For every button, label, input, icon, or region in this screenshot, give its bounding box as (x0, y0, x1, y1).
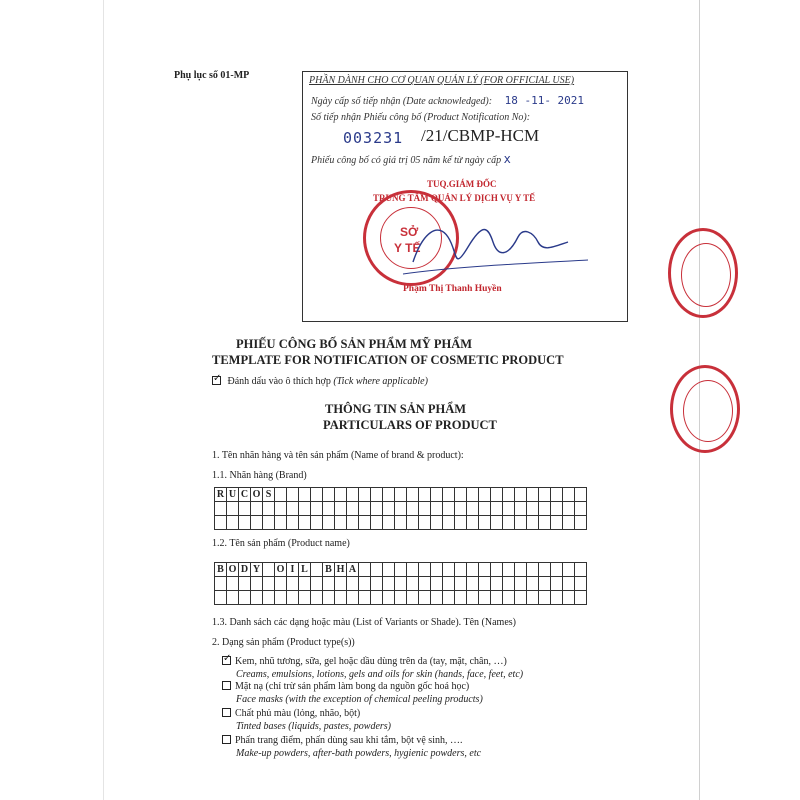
brand-cell[interactable] (527, 488, 539, 502)
product-name-cell[interactable] (359, 591, 371, 605)
product-name-cell[interactable] (539, 563, 551, 577)
product-name-cell[interactable] (515, 591, 527, 605)
particulars-title-vn: THÔNG TIN SẢN PHẨM (325, 402, 467, 416)
brand-cell[interactable] (275, 488, 287, 502)
product-type-option[interactable] (222, 708, 360, 719)
product-name-cell[interactable] (431, 577, 443, 591)
product-name-cell[interactable] (455, 577, 467, 591)
product-type-checkbox[interactable] (222, 708, 231, 717)
product-name-cell[interactable] (539, 591, 551, 605)
brand-cell[interactable] (491, 516, 503, 530)
product-name-cell[interactable] (419, 591, 431, 605)
product-name-cell[interactable] (263, 577, 275, 591)
signer-role: TUQ.GIÁM ĐỐC (427, 179, 497, 189)
product-name-cell[interactable] (503, 563, 515, 577)
brand-cell[interactable] (443, 488, 455, 502)
product-name-cell[interactable]: B (323, 563, 335, 577)
brand-cell[interactable] (431, 488, 443, 502)
product-name-cell[interactable] (443, 591, 455, 605)
brand-cell[interactable] (383, 516, 395, 530)
brand-cell[interactable] (395, 488, 407, 502)
brand-cell[interactable] (323, 502, 335, 516)
appendix-label: Phụ lục số 01-MP (174, 70, 250, 81)
brand-cell[interactable] (287, 516, 299, 530)
product-name-cell[interactable] (467, 563, 479, 577)
product-name-cell[interactable] (491, 577, 503, 591)
brand-cell[interactable] (215, 516, 227, 530)
brand-cell[interactable] (383, 488, 395, 502)
tick-instruction-vn: Đánh dấu vào ô thích hợp (227, 376, 331, 387)
brand-cell[interactable] (431, 502, 443, 516)
product-name-cell[interactable] (227, 577, 239, 591)
brand-cell[interactable]: S (263, 488, 275, 502)
product-name-cell[interactable] (575, 591, 587, 605)
product-name-cell[interactable] (299, 577, 311, 591)
brand-cell[interactable] (563, 502, 575, 516)
brand-cell[interactable] (227, 516, 239, 530)
brand-cell[interactable] (539, 516, 551, 530)
product-name-cell[interactable] (287, 577, 299, 591)
product-name-cell[interactable] (263, 591, 275, 605)
brand-cell[interactable] (419, 516, 431, 530)
product-name-cell[interactable] (551, 563, 563, 577)
brand-cell[interactable] (323, 488, 335, 502)
product-name-cell[interactable] (299, 591, 311, 605)
brand-cell[interactable] (239, 516, 251, 530)
tick-instruction (212, 376, 428, 387)
product-name-cell[interactable] (335, 577, 347, 591)
brand-cell[interactable] (503, 488, 515, 502)
product-name-cell[interactable] (563, 563, 575, 577)
brand-cell[interactable] (311, 502, 323, 516)
brand-cell[interactable] (371, 516, 383, 530)
product-name-cell[interactable] (443, 577, 455, 591)
brand-cell[interactable] (395, 502, 407, 516)
brand-cell[interactable] (407, 488, 419, 502)
product-name-cell[interactable] (503, 577, 515, 591)
product-name-cell[interactable]: H (335, 563, 347, 577)
brand-cell[interactable] (491, 488, 503, 502)
product-type-label-vn: Mặt nạ (chỉ trừ sản phẩm làm bong da nguồn gốc hoá học) (235, 681, 470, 692)
signer-name: Phạm Thị Thanh Huyền (403, 284, 502, 294)
product-name-cell[interactable] (395, 563, 407, 577)
brand-cell[interactable] (467, 488, 479, 502)
product-name-cell[interactable] (311, 591, 323, 605)
product-type-label-en: Tinted bases (liquids, pastes, powders) (236, 721, 392, 732)
product-name-cell[interactable] (395, 577, 407, 591)
brand-cell[interactable] (383, 502, 395, 516)
brand-cell[interactable] (287, 488, 299, 502)
brand-cell[interactable] (575, 502, 587, 516)
brand-cell[interactable] (551, 502, 563, 516)
product-name-cell[interactable] (335, 591, 347, 605)
brand-cell[interactable] (347, 502, 359, 516)
brand-cell[interactable] (443, 516, 455, 530)
brand-grid[interactable] (214, 487, 587, 530)
brand-cell[interactable] (311, 516, 323, 530)
product-name-cell[interactable] (371, 577, 383, 591)
brand-cell[interactable] (227, 502, 239, 516)
product-name-cell[interactable] (431, 563, 443, 577)
brand-cell[interactable] (335, 488, 347, 502)
product-name-cell[interactable] (527, 563, 539, 577)
product-name-cell[interactable]: D (239, 563, 251, 577)
brand-cell[interactable] (311, 488, 323, 502)
brand-cell[interactable] (395, 516, 407, 530)
product-name-cell[interactable] (359, 577, 371, 591)
brand-cell[interactable] (275, 502, 287, 516)
particulars-title-en: PARTICULARS OF PRODUCT (323, 418, 497, 432)
brand-cell[interactable] (455, 516, 467, 530)
brand-cell[interactable] (263, 502, 275, 516)
product-name-cell[interactable] (479, 563, 491, 577)
brand-cell[interactable] (347, 516, 359, 530)
date-acknowledged-label: Ngày cấp số tiếp nhận (Date acknowledged): (311, 96, 493, 107)
official-use-box (302, 71, 628, 322)
brand-cell[interactable] (407, 502, 419, 516)
product-type-checkbox[interactable] (222, 681, 231, 690)
notification-number-label: Số tiếp nhận Phiếu công bố (Product Notification No): (311, 112, 531, 123)
product-name-cell[interactable] (467, 591, 479, 605)
brand-cell[interactable] (491, 502, 503, 516)
product-name-cell[interactable]: L (299, 563, 311, 577)
product-name-cell[interactable] (371, 563, 383, 577)
product-name-cell[interactable] (407, 563, 419, 577)
brand-cell[interactable] (299, 488, 311, 502)
brand-cell[interactable] (455, 502, 467, 516)
brand-cell[interactable] (479, 502, 491, 516)
product-name-cell[interactable] (215, 577, 227, 591)
product-name-cell[interactable] (287, 591, 299, 605)
brand-cell[interactable] (335, 502, 347, 516)
product-type-label-vn: Chất phủ màu (lỏng, nhão, bột) (235, 708, 361, 719)
date-acknowledged-value: 18 -11- 2021 (504, 94, 585, 107)
brand-cell[interactable] (299, 502, 311, 516)
tick-instruction-en: (Tick where applicable) (333, 376, 428, 387)
product-name-cell[interactable] (239, 577, 251, 591)
product-name-cell[interactable] (515, 563, 527, 577)
product-name-cell[interactable] (395, 591, 407, 605)
brand-cell[interactable] (467, 516, 479, 530)
notification-number-value: 003231 (343, 129, 404, 147)
product-name-cell[interactable] (371, 591, 383, 605)
brand-cell[interactable] (563, 516, 575, 530)
product-name-cell[interactable] (551, 577, 563, 591)
product-name-cell[interactable] (467, 577, 479, 591)
brand-cell[interactable]: R (215, 488, 227, 502)
brand-cell[interactable] (467, 502, 479, 516)
brand-cell[interactable] (335, 516, 347, 530)
brand-cell[interactable] (323, 516, 335, 530)
signer-organization: TRUNG TÂM QUẢN LÝ DỊCH VỤ Y TẾ (373, 193, 536, 203)
product-name-cell[interactable] (455, 563, 467, 577)
product-name-cell[interactable] (527, 591, 539, 605)
validity-line (311, 152, 511, 166)
product-type-label-en: Face masks (with the exception of chemical peeling products) (236, 694, 483, 705)
product-name-cell[interactable] (239, 591, 251, 605)
product-name-cell[interactable] (275, 577, 287, 591)
product-name-cell[interactable] (479, 577, 491, 591)
brand-cell[interactable] (359, 516, 371, 530)
product-name-cell[interactable]: A (347, 563, 359, 577)
product-type-checkbox[interactable] (222, 735, 231, 744)
brand-cell[interactable] (539, 502, 551, 516)
validity-mark: x (503, 152, 511, 166)
tick-example-checkbox (212, 376, 221, 385)
product-name-cell[interactable]: O (275, 563, 287, 577)
product-name-cell[interactable] (515, 577, 527, 591)
product-name-cell[interactable] (383, 577, 395, 591)
notification-number-suffix: /21/CBMP-HCM (421, 126, 540, 145)
product-name-cell[interactable]: B (215, 563, 227, 577)
product-name-cell[interactable] (563, 591, 575, 605)
product-type-option[interactable] (222, 735, 462, 746)
official-use-title: PHẦN DÀNH CHO CƠ QUAN QUẢN LÝ (FOR OFFICIAL USE) (309, 75, 575, 86)
product-name-cell[interactable] (215, 591, 227, 605)
brand-cell[interactable] (515, 488, 527, 502)
edge-stamp-top (668, 228, 738, 318)
brand-cell[interactable] (275, 516, 287, 530)
product-name-cell[interactable] (347, 591, 359, 605)
brand-cell[interactable] (419, 488, 431, 502)
brand-cell[interactable] (419, 502, 431, 516)
brand-cell[interactable] (347, 488, 359, 502)
product-type-option[interactable] (222, 681, 469, 692)
brand-cell[interactable]: U (227, 488, 239, 502)
product-name-cell[interactable] (323, 577, 335, 591)
product-name-cell[interactable] (275, 591, 287, 605)
stamp-center-text-2: Y TẾ (394, 241, 421, 255)
template-title-vn: PHIẾU CÔNG BỐ SẢN PHẨM MỸ PHẨM (236, 337, 473, 351)
brand-cell[interactable] (239, 502, 251, 516)
product-name-cell[interactable] (227, 591, 239, 605)
brand-cell[interactable] (371, 488, 383, 502)
product-name-cell[interactable] (323, 591, 335, 605)
brand-cell[interactable] (551, 488, 563, 502)
product-name-cell[interactable] (527, 577, 539, 591)
brand-cell[interactable] (575, 516, 587, 530)
product-name-cell[interactable] (311, 563, 323, 577)
brand-cell[interactable]: O (251, 488, 263, 502)
product-name-cell[interactable] (491, 591, 503, 605)
brand-cell[interactable] (359, 502, 371, 516)
product-name-cell[interactable] (383, 563, 395, 577)
product-name-cell[interactable] (539, 577, 551, 591)
product-name-cell[interactable] (407, 577, 419, 591)
product-name-cell[interactable] (419, 577, 431, 591)
product-name-cell[interactable] (311, 577, 323, 591)
product-name-cell[interactable] (491, 563, 503, 577)
brand-cell[interactable] (527, 502, 539, 516)
product-name-cell[interactable] (419, 563, 431, 577)
brand-cell[interactable] (251, 502, 263, 516)
product-name-cell[interactable] (575, 577, 587, 591)
brand-cell[interactable] (251, 516, 263, 530)
edge-stamp-bottom-inner (683, 380, 733, 442)
question-2: 2. Dạng sản phẩm (Product type(s)) (212, 637, 355, 648)
brand-cell[interactable] (263, 516, 275, 530)
brand-cell[interactable] (455, 488, 467, 502)
brand-cell[interactable] (407, 516, 419, 530)
product-name-cell[interactable]: I (287, 563, 299, 577)
product-name-cell[interactable] (383, 591, 395, 605)
product-type-label-en: Make-up powders, after-bath powders, hygienic powders, etc (236, 748, 482, 759)
brand-cell[interactable] (443, 502, 455, 516)
product-name-cell[interactable] (503, 591, 515, 605)
product-name-grid[interactable] (214, 562, 587, 605)
stamp-center-text-1: SỞ (400, 225, 419, 239)
question-1-3: 1.3. Danh sách các dạng hoặc màu (List of Variants or Shade). Tên (Names) (212, 617, 516, 628)
product-name-cell[interactable] (563, 577, 575, 591)
product-name-cell[interactable] (263, 563, 275, 577)
question-1-2: 1.2. Tên sản phẩm (Product name) (212, 538, 350, 549)
product-type-label-vn: Phấn trang điểm, phấn dùng sau khi tắm, bột vệ sinh, …. (235, 735, 463, 746)
product-type-checkbox[interactable] (222, 656, 231, 665)
question-1-1: 1.1. Nhãn hàng (Brand) (212, 470, 307, 481)
product-name-cell[interactable] (407, 591, 419, 605)
product-name-cell[interactable] (575, 563, 587, 577)
edge-stamp-top-inner (681, 243, 731, 307)
product-type-label-en: Creams, emulsions, lotions, gels and oils for skin (hands, face, feet, etc) (236, 669, 524, 680)
brand-cell[interactable] (287, 502, 299, 516)
date-acknowledged-line (311, 94, 584, 107)
product-name-cell[interactable] (431, 591, 443, 605)
product-type-label-vn: Kem, nhũ tương, sữa, gel hoặc dầu dùng trên da (tay, mặt, chân, …) (235, 656, 507, 667)
product-name-cell[interactable] (551, 591, 563, 605)
brand-cell[interactable] (299, 516, 311, 530)
template-title-en: TEMPLATE FOR NOTIFICATION OF COSMETIC PRODUCT (212, 353, 564, 367)
edge-stamp-bottom (670, 365, 740, 453)
validity-label: Phiếu công bố có giá trị 05 năm kể từ ngày cấp (311, 155, 502, 166)
brand-cell[interactable] (431, 516, 443, 530)
product-name-cell[interactable] (359, 563, 371, 577)
brand-cell[interactable] (563, 488, 575, 502)
product-name-cell[interactable] (455, 591, 467, 605)
product-name-cell[interactable] (251, 591, 263, 605)
brand-cell[interactable] (479, 488, 491, 502)
brand-cell[interactable] (551, 516, 563, 530)
brand-cell[interactable] (359, 488, 371, 502)
product-name-cell[interactable]: O (227, 563, 239, 577)
brand-cell[interactable]: C (239, 488, 251, 502)
product-name-cell[interactable] (479, 591, 491, 605)
brand-cell[interactable] (503, 502, 515, 516)
product-name-cell[interactable]: Y (251, 563, 263, 577)
brand-cell[interactable] (371, 502, 383, 516)
product-name-cell[interactable] (347, 577, 359, 591)
product-type-option[interactable] (222, 656, 507, 667)
brand-cell[interactable] (575, 488, 587, 502)
brand-cell[interactable] (515, 516, 527, 530)
brand-cell[interactable] (527, 516, 539, 530)
brand-cell[interactable] (479, 516, 491, 530)
product-name-cell[interactable] (443, 563, 455, 577)
handwritten-signature (393, 202, 593, 282)
question-1: 1. Tên nhãn hàng và tên sản phẩm (Name of brand & product): (212, 450, 464, 461)
brand-cell[interactable] (539, 488, 551, 502)
brand-cell[interactable] (515, 502, 527, 516)
brand-cell[interactable] (503, 516, 515, 530)
brand-cell[interactable] (215, 502, 227, 516)
product-name-cell[interactable] (251, 577, 263, 591)
